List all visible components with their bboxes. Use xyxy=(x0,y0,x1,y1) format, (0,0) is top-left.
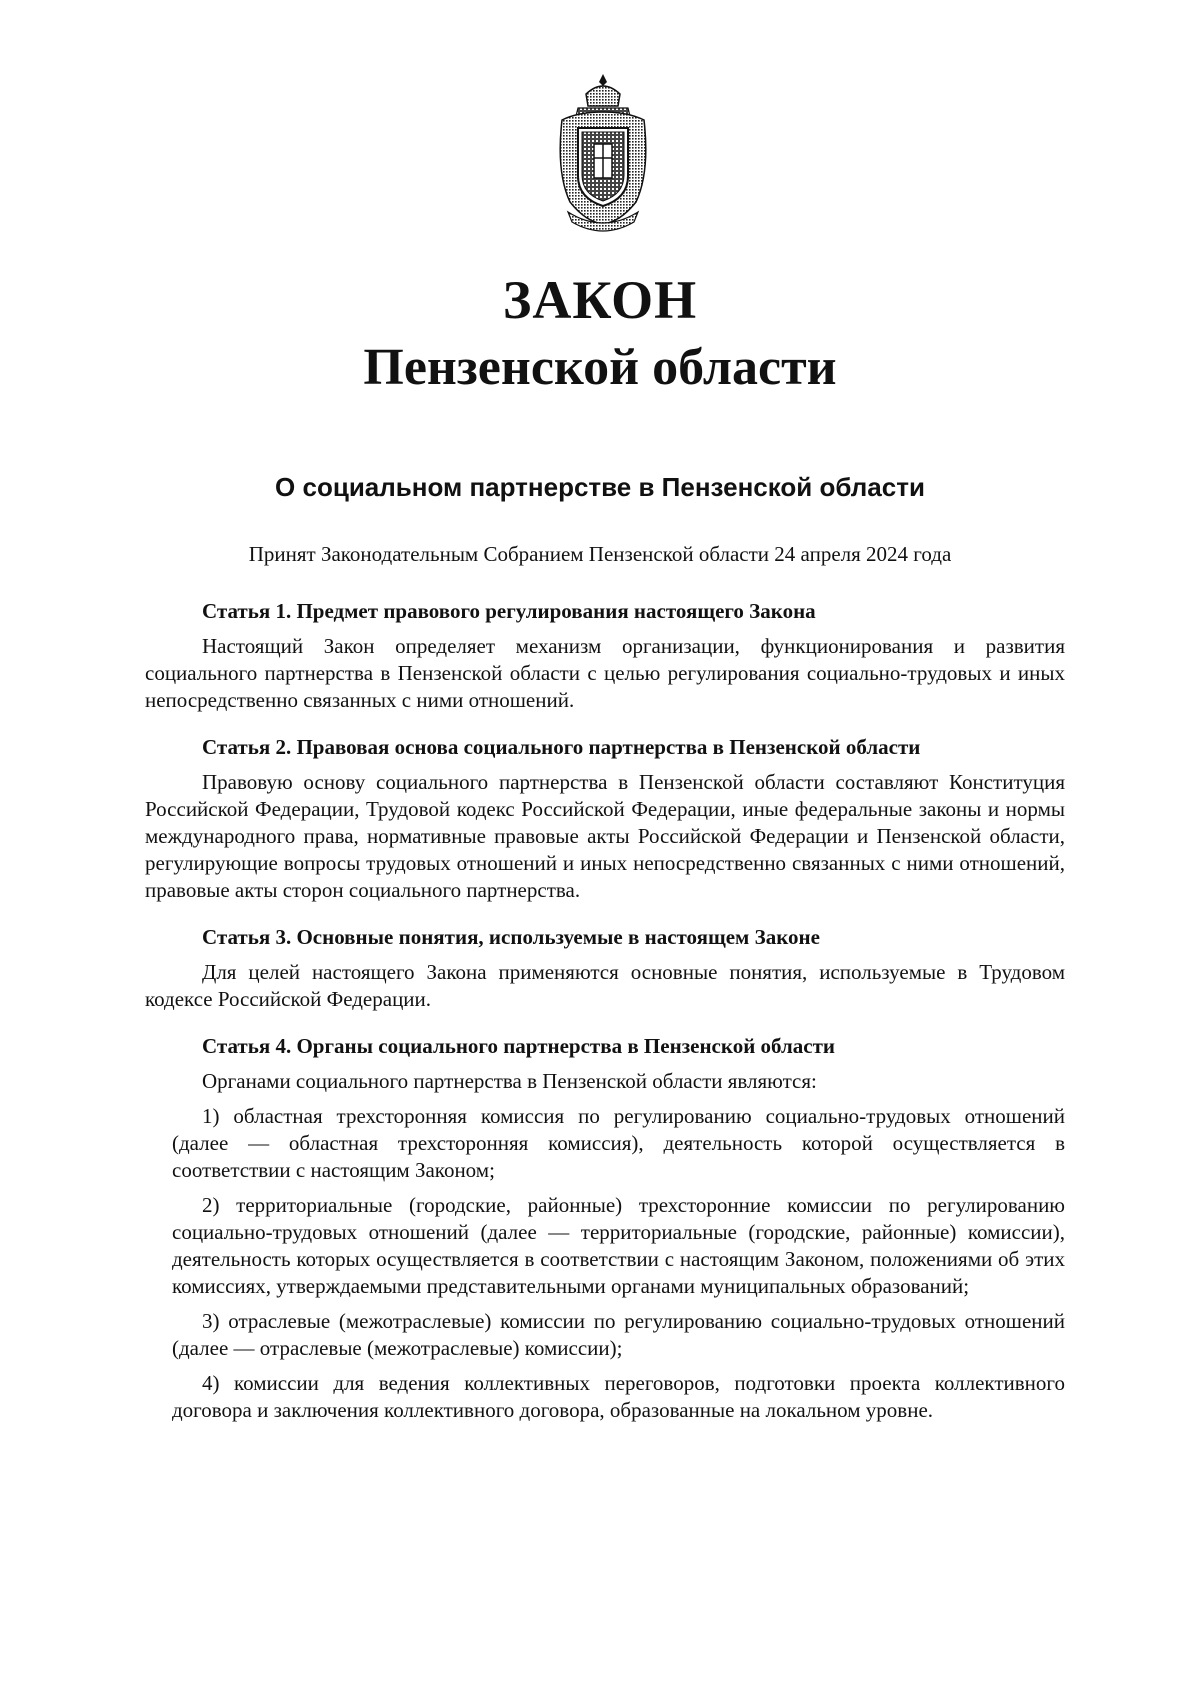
document-body xyxy=(145,598,1065,1424)
article-2-heading: Статья 2. Правовая основа социального партнерства в Пензенской области xyxy=(202,735,921,759)
article-1-heading: Статья 1. Предмет правового регулирования настоящего Закона xyxy=(202,599,816,623)
article-3-heading: Статья 3. Основные понятия, используемые в настоящем Законе xyxy=(202,925,820,949)
article-4-text: Органами социального партнерства в Пензенской области являются: xyxy=(202,1069,817,1093)
article-4-list-item: 1) областная трехсторонняя комиссия по регулированию социально-трудовых отношений (далее — областная трехсторонняя комиссия), деятельность которой осуществляется в соответствии с настоящим Законом; xyxy=(172,1104,1065,1182)
article-4-list-item: 3) отраслевые (межотраслевые) комиссии по регулированию социально-трудовых отношений (далее — отраслевые (межотраслевые) комиссии); xyxy=(172,1309,1065,1360)
document-subtitle: Пензенской области xyxy=(363,339,837,396)
article-1-text: Настоящий Закон определяет механизм организации, функционирования и развития социального партнерства в Пензенской области с целью регулирования социально-трудовых и иных непосредственно связанных с ними отношений. xyxy=(145,634,1065,712)
article-4-heading: Статья 4. Органы социального партнерства в Пензенской области xyxy=(202,1034,836,1058)
article-2-text: Правовую основу социального партнерства в Пензенской области составляют Конституция Российской Федерации, Трудовой кодекс Российской Федерации, иные федеральные законы и нормы международного права, нормативные правовые акты Российской Федерации и Пензенской области, регулирующие вопросы трудовых отношений и иных непосредственно связанных с ними отношений, правовые акты сторон социального партнерства. xyxy=(145,770,1065,902)
law-name: О социальном партнерстве в Пензенской области xyxy=(275,472,925,502)
article-3-text: Для целей настоящего Закона применяются основные понятия, используемые в Трудовом кодексе Российской Федерации. xyxy=(145,960,1065,1011)
adoption-note: Принят Законодательным Собранием Пензенской области 24 апреля 2024 года xyxy=(248,542,952,566)
article-4-list-item: 4) комиссии для ведения коллективных переговоров, подготовки проекта коллективного договора и заключения коллективного договора, образованные на локальном уровне. xyxy=(172,1371,1065,1422)
article-4-list-item: 2) территориальные (городские, районные) трехсторонние комиссии по регулированию социально-трудовых отношений (далее — территориальные (городские, районные) комиссии), деятельность которых осуществляется в соответствии с настоящим Законом, положениями об этих комиссиях, утверждаемыми представительными органами муниципальных образований; xyxy=(172,1193,1065,1298)
coat-of-arms-icon xyxy=(548,72,658,232)
document-title: ЗАКОН xyxy=(502,270,698,330)
